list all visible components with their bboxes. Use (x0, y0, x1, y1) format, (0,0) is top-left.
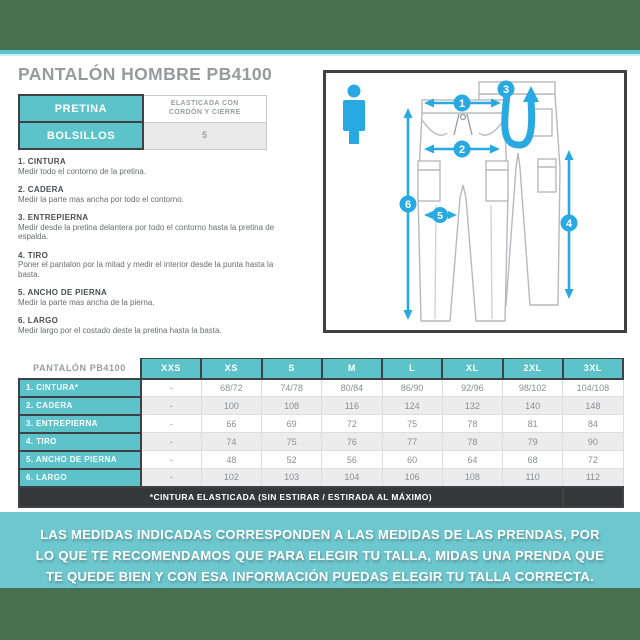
spec-label-pretina: PRETINA (19, 95, 143, 122)
size-value-cell: 74 (201, 433, 261, 451)
size-value-cell: 78 (442, 415, 502, 433)
bottom-notice-banner (0, 512, 640, 588)
page-title: PANTALÓN HOMBRE PB4100 (18, 64, 273, 84)
measurement-heading: 2. CADERA (18, 185, 64, 194)
size-value-cell: 75 (382, 415, 442, 433)
size-value-cell: 72 (322, 415, 382, 433)
size-value-cell: 103 (262, 469, 322, 487)
measurement-heading: 5. ANCHO DE PIERNA (18, 288, 108, 297)
size-value-cell: 84 (563, 415, 623, 433)
size-column-header: M (322, 359, 382, 379)
back-cargo-pocket (538, 159, 556, 192)
size-value-cell: 132 (442, 397, 502, 415)
front-pants-illustration (418, 100, 508, 321)
size-table-footnote-row (19, 487, 623, 507)
size-value-cell: 68 (503, 451, 563, 469)
size-row-label: 5. ANCHO DE PIERNA (19, 451, 141, 469)
size-table-row (19, 397, 623, 415)
size-value-cell: 108 (442, 469, 502, 487)
spec-value-pretina: ELASTICADA CON CORDÓN Y CIERRE (143, 95, 266, 122)
size-value-cell: 92/96 (442, 379, 502, 397)
size-value-cell: 72 (563, 451, 623, 469)
size-value-cell: 140 (503, 397, 563, 415)
measurement-description: Medir todo el contorno de la pretina. (18, 166, 147, 176)
measurement-item (18, 213, 308, 242)
marker-3: 3 (502, 84, 510, 96)
measurement-heading: 3. ENTREPIERNA (18, 213, 89, 222)
size-value-cell: 148 (563, 397, 623, 415)
size-value-cell: 104 (322, 469, 382, 487)
size-row-label: 6. LARGO (19, 469, 141, 487)
size-value-cell: - (141, 397, 201, 415)
spec-row-pretina (19, 95, 266, 122)
size-table-row (19, 433, 623, 451)
banner-line-2: LO QUE TE RECOMENDAMOS QUE PARA ELEGIR TU TALLA, MIDAS UNA PRENDA QUE (35, 548, 605, 563)
crease-left (435, 205, 436, 319)
banner-line-1: LAS MEDIDAS INDICADAS CORRESPONDEN A LAS MEDIDAS DE LAS PRENDAS, POR (40, 527, 600, 542)
size-value-cell: 112 (563, 469, 623, 487)
marker-6: 6 (404, 199, 412, 211)
spec-value-bolsillos: 5 (143, 122, 266, 149)
measurement-description: Medir la parte mas ancha por todo el contorno. (18, 194, 184, 204)
measurement-diagram (323, 70, 627, 333)
size-value-cell: 124 (382, 397, 442, 415)
size-value-cell: 68/72 (201, 379, 261, 397)
size-value-cell: 48 (201, 451, 261, 469)
spec-table (18, 94, 267, 150)
size-value-cell: 79 (503, 433, 563, 451)
measurement-description: Poner el pantalon por la mitad y medir el interior desde la punta hasta la basta. (18, 260, 274, 279)
size-value-cell: - (141, 379, 201, 397)
measurement-description: Medir largo por el costado deste la pretina hasta la basta. (18, 325, 222, 335)
size-value-cell: 52 (262, 451, 322, 469)
size-value-cell: 90 (563, 433, 623, 451)
size-table-row (19, 379, 623, 397)
size-value-cell: - (141, 451, 201, 469)
size-value-cell: 98/102 (503, 379, 563, 397)
size-table-title-cell: PANTALÓN PB4100 (19, 359, 141, 379)
size-table-footnote: *CINTURA ELASTICADA (SIN ESTIRAR / ESTIRADA AL MÁXIMO) (19, 487, 563, 507)
size-value-cell: - (141, 415, 201, 433)
bottom-green-strip (0, 588, 640, 640)
size-column-header: XS (201, 359, 261, 379)
size-table (18, 358, 624, 508)
measurement-description: Medir la parte mas ancha de la pierna. (18, 297, 155, 307)
size-value-cell: 100 (201, 397, 261, 415)
man-icon (343, 85, 365, 145)
size-value-cell: 74/78 (262, 379, 322, 397)
size-value-cell: 108 (262, 397, 322, 415)
arrow-tiro (561, 150, 578, 299)
size-row-label: 1. CINTURA* (19, 379, 141, 397)
size-table-row (19, 469, 623, 487)
size-value-cell: 75 (262, 433, 322, 451)
measurement-heading: 6. LARGO (18, 316, 59, 325)
size-table-row (19, 415, 623, 433)
size-column-header: S (262, 359, 322, 379)
size-column-header: XXS (141, 359, 201, 379)
size-value-cell: 81 (503, 415, 563, 433)
cargo-pocket-right (486, 161, 508, 201)
marker-4: 4 (565, 218, 573, 230)
measurement-definitions (18, 157, 308, 344)
size-column-header: 2XL (503, 359, 563, 379)
size-value-cell: 106 (382, 469, 442, 487)
size-row-label: 2. CADERA (19, 397, 141, 415)
size-value-cell: 80/84 (322, 379, 382, 397)
size-column-header: XL (442, 359, 502, 379)
size-value-cell: 104/108 (563, 379, 623, 397)
pants-diagram-svg (326, 73, 624, 330)
size-table-row (19, 451, 623, 469)
size-value-cell: 56 (322, 451, 382, 469)
size-value-cell: 76 (322, 433, 382, 451)
size-value-cell: - (141, 469, 201, 487)
arrow-largo (400, 108, 417, 320)
spec-label-bolsillos: BOLSILLOS (19, 122, 143, 149)
size-value-cell: 116 (322, 397, 382, 415)
measurement-heading: 1. CINTURA (18, 157, 66, 166)
size-column-header: L (382, 359, 442, 379)
size-value-cell: 77 (382, 433, 442, 451)
size-column-header: 3XL (563, 359, 623, 379)
measurement-description: Medir desde la pretina delantera por todo el contorno hasta la pretina de espalda. (18, 222, 275, 241)
measurement-item (18, 157, 308, 176)
size-value-cell: 60 (382, 451, 442, 469)
size-value-cell: 102 (201, 469, 261, 487)
size-row-label: 4. TIRO (19, 433, 141, 451)
crease-right (491, 205, 492, 319)
size-value-cell: 86/90 (382, 379, 442, 397)
size-value-cell: 110 (503, 469, 563, 487)
top-teal-light-line (0, 54, 640, 56)
top-green-strip (0, 0, 640, 50)
size-table-footnote-end-cell (563, 487, 623, 507)
measurement-item (18, 316, 308, 335)
size-value-cell: - (141, 433, 201, 451)
spec-row-bolsillos (19, 122, 266, 149)
measurement-heading: 4. TIRO (18, 250, 49, 260)
size-value-cell: 78 (442, 433, 502, 451)
size-value-cell: 69 (262, 415, 322, 433)
measurement-item (18, 288, 308, 307)
size-value-cell: 66 (201, 415, 261, 433)
marker-5: 5 (437, 209, 443, 222)
size-table-header-row (19, 359, 623, 379)
size-row-label: 3. ENTREPIERNA (19, 415, 141, 433)
measurement-item (18, 185, 308, 204)
marker-1: 1 (458, 98, 466, 110)
marker-2: 2 (458, 144, 466, 156)
banner-line-3: TE QUEDE BIEN Y CON ESA INFORMACIÓN PUEDAS ELEGIR TU TALLA CORRECTA. (46, 569, 594, 584)
measurement-item (18, 251, 308, 280)
cargo-pocket-left (418, 161, 440, 201)
size-value-cell: 64 (442, 451, 502, 469)
